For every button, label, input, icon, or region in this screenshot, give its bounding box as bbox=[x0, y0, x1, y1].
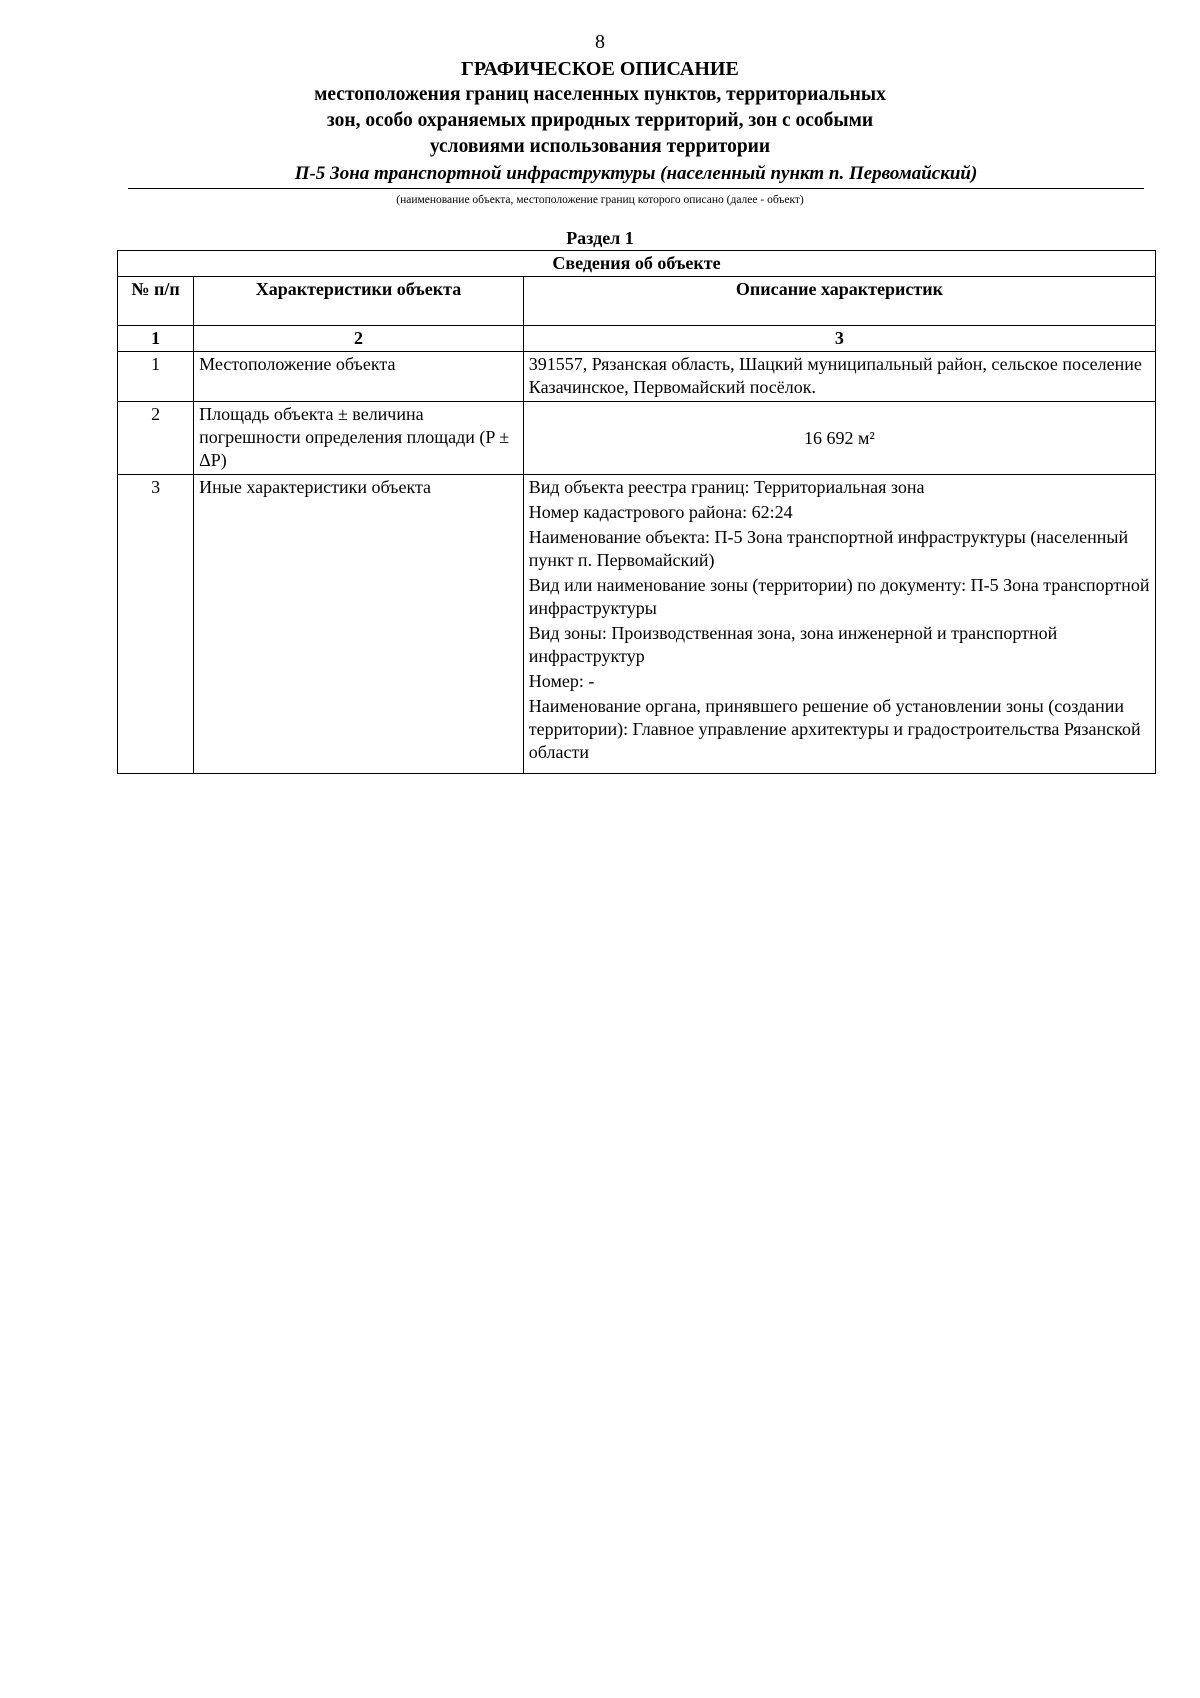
table-row bbox=[118, 402, 1156, 475]
document-title bbox=[0, 56, 1200, 160]
row-description: 16 692 м² bbox=[523, 402, 1155, 475]
title-subtitle-line-3: условиями использования территории bbox=[429, 136, 771, 157]
row-num: 3 bbox=[118, 475, 194, 774]
section-title: Раздел 1 bbox=[566, 228, 634, 248]
description-line: Вид объекта реестра границ: Территориальная зона bbox=[528, 477, 925, 497]
row-num: 1 bbox=[118, 352, 194, 402]
header-characteristic: Характеристики объекта bbox=[194, 277, 524, 326]
title-subtitle-line-2: зон, особо охраняемых природных территорий, зон с особыми bbox=[326, 110, 874, 131]
description-line: Вид зоны: Производственная зона, зона инженерной и транспортной инфраструктур bbox=[528, 623, 1058, 666]
description-line: Наименование объекта: П-5 Зона транспортной инфраструктуры (населенный пункт п. Первомайский) bbox=[528, 527, 1129, 570]
column-index-row bbox=[118, 326, 1156, 352]
column-index-3: 3 bbox=[523, 326, 1155, 352]
object-name: П-5 Зона транспортной инфраструктуры (населенный пункт п. Первомайский) bbox=[128, 162, 1144, 189]
description-line: Номер кадастрового района: 62:24 bbox=[528, 502, 793, 522]
row-characteristic: Площадь объекта ± величина погрешности определения площади (P ± ΔP) bbox=[194, 402, 524, 475]
row-characteristic: Местоположение объекта bbox=[194, 352, 524, 402]
row-characteristic: Иные характеристики объекта bbox=[194, 475, 524, 774]
description-line: Вид или наименование зоны (территории) по документу: П-5 Зона транспортной инфраструктуры bbox=[528, 575, 1150, 618]
column-index-1: 1 bbox=[118, 326, 194, 352]
table-row bbox=[118, 352, 1156, 402]
description-line: Номер: - bbox=[528, 671, 595, 691]
title-subtitle-line-1: местоположения границ населенных пунктов, территориальных bbox=[314, 84, 886, 105]
object-name-caption: (наименование объекта, местоположение границ которого описано (далее - объект) bbox=[396, 194, 804, 206]
table-caption: Сведения об объекте bbox=[118, 251, 1156, 277]
column-index-2: 2 bbox=[194, 326, 524, 352]
header-num: № п/п bbox=[118, 277, 194, 326]
row-description: 391557, Рязанская область, Шацкий муниципальный район, сельское поселение Казачинское, Первомайский посёлок. bbox=[523, 352, 1155, 402]
description-line: Наименование органа, принявшего решение об установлении зоны (создании территории): Главное управление архитектуры и градостроительства Рязанской области bbox=[528, 696, 1141, 762]
row-description-list bbox=[523, 475, 1155, 774]
title-main: ГРАФИЧЕСКОЕ ОПИСАНИЕ bbox=[461, 58, 739, 80]
row-num: 2 bbox=[118, 402, 194, 475]
table-row bbox=[118, 475, 1156, 774]
page-number: 8 bbox=[595, 31, 605, 53]
object-info-table bbox=[117, 250, 1156, 774]
table-header-row bbox=[118, 277, 1156, 326]
header-description: Описание характеристик bbox=[523, 277, 1155, 326]
table-caption-row bbox=[118, 251, 1156, 277]
